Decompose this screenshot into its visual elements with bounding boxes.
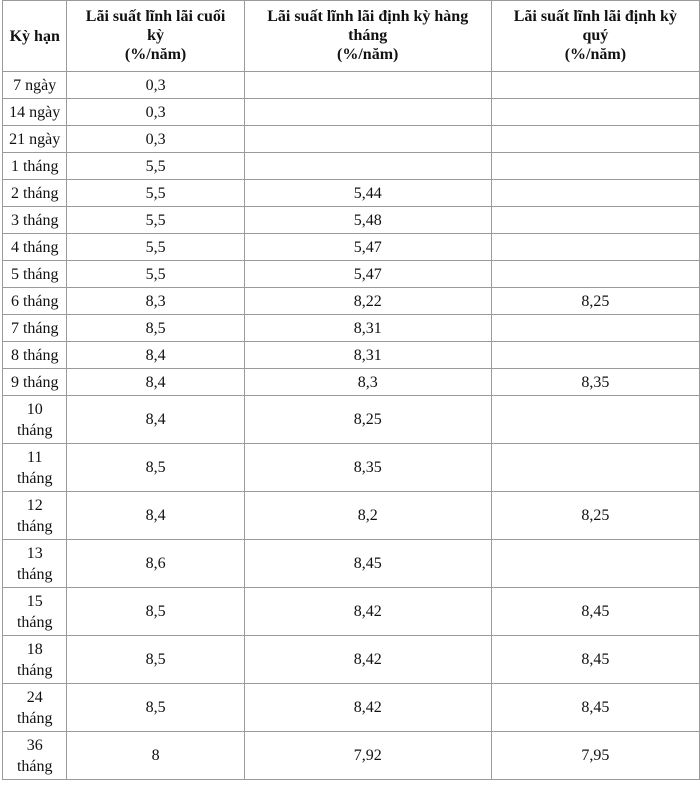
cell-quarterly-rate — [491, 72, 699, 99]
header-term-line: Kỳ hạn — [9, 27, 60, 45]
cell-end-of-term-rate: 8,4 — [67, 396, 244, 444]
cell-term-line: tháng — [16, 565, 53, 583]
cell-monthly-rate — [244, 72, 491, 99]
cell-term — [3, 72, 67, 99]
cell-term-line: 4 tháng — [10, 238, 59, 256]
cell-term-line: 21 ngày — [9, 130, 61, 148]
table-row — [3, 153, 700, 180]
header-end-line-3: (%/năm) — [124, 46, 187, 63]
cell-quarterly-rate: 8,45 — [491, 588, 699, 636]
cell-monthly-rate: 8,22 — [244, 288, 491, 315]
table-row — [3, 315, 700, 342]
cell-quarterly-rate: 8,45 — [491, 684, 699, 732]
table-row — [3, 234, 700, 261]
cell-end-of-term-rate: 8 — [67, 732, 244, 780]
table-row — [3, 72, 700, 99]
cell-quarterly-rate — [491, 342, 699, 369]
cell-term-line: 36 — [26, 736, 43, 754]
cell-quarterly-rate: 8,45 — [491, 636, 699, 684]
cell-monthly-rate: 8,3 — [244, 369, 491, 396]
cell-term-line: tháng — [16, 469, 53, 487]
cell-quarterly-rate — [491, 207, 699, 234]
cell-quarterly-rate — [491, 153, 699, 180]
cell-end-of-term-rate: 8,5 — [67, 444, 244, 492]
cell-end-of-term-rate: 8,4 — [67, 492, 244, 540]
cell-term — [3, 369, 67, 396]
cell-term-line: 5 tháng — [10, 265, 59, 283]
cell-monthly-rate: 8,42 — [244, 588, 491, 636]
cell-term-line: 1 tháng — [10, 157, 59, 175]
cell-term — [3, 288, 67, 315]
cell-term-line: 11 — [27, 448, 43, 466]
cell-quarterly-rate — [491, 261, 699, 288]
cell-monthly-rate: 8,31 — [244, 315, 491, 342]
cell-term — [3, 342, 67, 369]
cell-quarterly-rate — [491, 444, 699, 492]
interest-rate-table-wrapper — [2, 0, 700, 780]
header-quarterly-rate — [491, 1, 699, 72]
cell-quarterly-rate — [491, 315, 699, 342]
cell-end-of-term-rate: 8,5 — [67, 588, 244, 636]
interest-rate-table — [2, 0, 700, 780]
cell-term — [3, 732, 67, 780]
cell-monthly-rate: 5,48 — [244, 207, 491, 234]
header-end-line-2: kỳ — [147, 27, 165, 44]
cell-quarterly-rate: 8,35 — [491, 369, 699, 396]
cell-term-line: 7 tháng — [10, 319, 59, 337]
cell-monthly-rate — [244, 99, 491, 126]
cell-term-line: 7 ngày — [13, 76, 57, 94]
cell-monthly-rate: 8,35 — [244, 444, 491, 492]
header-monthly-line-3: (%/năm) — [337, 46, 399, 63]
cell-end-of-term-rate: 0,3 — [67, 99, 244, 126]
table-row — [3, 99, 700, 126]
table-row — [3, 396, 700, 444]
cell-term-line: 10 — [26, 400, 43, 418]
table-row — [3, 444, 700, 492]
cell-quarterly-rate: 8,25 — [491, 288, 699, 315]
cell-term-line: 14 ngày — [9, 103, 61, 121]
cell-monthly-rate: 5,44 — [244, 180, 491, 207]
cell-term — [3, 492, 67, 540]
cell-end-of-term-rate: 5,5 — [67, 153, 244, 180]
header-monthly-rate — [244, 1, 491, 72]
cell-end-of-term-rate: 8,5 — [67, 684, 244, 732]
table-row — [3, 126, 700, 153]
header-end-line-1: Lãi suất lĩnh lãi cuối — [85, 8, 226, 25]
cell-monthly-rate — [244, 126, 491, 153]
cell-term-line: 8 tháng — [10, 346, 59, 364]
table-row — [3, 732, 700, 780]
table-row — [3, 369, 700, 396]
header-monthly-line-2: tháng — [348, 27, 388, 44]
cell-monthly-rate — [244, 153, 491, 180]
cell-term — [3, 540, 67, 588]
header-term — [3, 1, 67, 72]
table-row — [3, 540, 700, 588]
cell-term-line: tháng — [16, 661, 53, 679]
cell-term-line: 9 tháng — [10, 373, 59, 391]
cell-term — [3, 261, 67, 288]
cell-term — [3, 444, 67, 492]
cell-monthly-rate: 8,31 — [244, 342, 491, 369]
cell-term-line: 3 tháng — [10, 211, 59, 229]
table-row — [3, 492, 700, 540]
cell-quarterly-rate: 8,25 — [491, 492, 699, 540]
cell-monthly-rate: 8,2 — [244, 492, 491, 540]
cell-term-line: tháng — [16, 613, 53, 631]
cell-end-of-term-rate: 8,5 — [67, 315, 244, 342]
table-row — [3, 636, 700, 684]
table-body — [3, 72, 700, 780]
cell-term-line: 12 — [26, 496, 43, 514]
table-row — [3, 684, 700, 732]
header-quarterly-line-1: Lãi suất lĩnh lãi định kỳ — [513, 8, 677, 25]
cell-term — [3, 99, 67, 126]
cell-end-of-term-rate: 8,3 — [67, 288, 244, 315]
cell-monthly-rate: 8,45 — [244, 540, 491, 588]
cell-monthly-rate: 8,25 — [244, 396, 491, 444]
cell-term-line: 18 — [26, 640, 43, 658]
cell-quarterly-rate — [491, 234, 699, 261]
table-row — [3, 207, 700, 234]
cell-term — [3, 636, 67, 684]
cell-quarterly-rate: 7,95 — [491, 732, 699, 780]
cell-term-line: tháng — [16, 421, 53, 439]
cell-term-line: 24 — [26, 688, 43, 706]
cell-monthly-rate: 5,47 — [244, 261, 491, 288]
cell-end-of-term-rate: 5,5 — [67, 234, 244, 261]
table-row — [3, 261, 700, 288]
cell-term — [3, 684, 67, 732]
cell-end-of-term-rate: 8,5 — [67, 636, 244, 684]
cell-quarterly-rate — [491, 540, 699, 588]
cell-quarterly-rate — [491, 99, 699, 126]
cell-monthly-rate: 7,92 — [244, 732, 491, 780]
cell-end-of-term-rate: 8,4 — [67, 342, 244, 369]
cell-end-of-term-rate: 5,5 — [67, 261, 244, 288]
table-row — [3, 588, 700, 636]
cell-term — [3, 396, 67, 444]
cell-term — [3, 180, 67, 207]
cell-end-of-term-rate: 5,5 — [67, 207, 244, 234]
cell-monthly-rate: 8,42 — [244, 684, 491, 732]
table-row — [3, 288, 700, 315]
cell-end-of-term-rate: 8,4 — [67, 369, 244, 396]
cell-end-of-term-rate: 0,3 — [67, 126, 244, 153]
cell-quarterly-rate — [491, 126, 699, 153]
cell-term-line: 15 — [26, 592, 43, 610]
header-quarterly-line-3: (%/năm) — [564, 46, 627, 63]
header-monthly-line-1: Lãi suất lĩnh lãi định kỳ hàng — [267, 8, 469, 25]
cell-term — [3, 126, 67, 153]
cell-term-line: tháng — [16, 517, 53, 535]
cell-quarterly-rate — [491, 180, 699, 207]
cell-term — [3, 207, 67, 234]
cell-term — [3, 315, 67, 342]
cell-monthly-rate: 5,47 — [244, 234, 491, 261]
cell-term — [3, 153, 67, 180]
cell-term — [3, 234, 67, 261]
cell-end-of-term-rate: 0,3 — [67, 72, 244, 99]
cell-monthly-rate: 8,42 — [244, 636, 491, 684]
cell-term-line: 6 tháng — [10, 292, 59, 310]
cell-term-line: 2 tháng — [10, 184, 59, 202]
cell-term-line: 13 — [26, 544, 43, 562]
cell-term — [3, 588, 67, 636]
cell-quarterly-rate — [491, 396, 699, 444]
cell-term-line: tháng — [16, 757, 53, 775]
cell-term-line: tháng — [16, 709, 53, 727]
cell-end-of-term-rate: 8,6 — [67, 540, 244, 588]
table-header-row — [3, 1, 700, 72]
header-quarterly-line-2: quý — [582, 27, 609, 44]
table-row — [3, 180, 700, 207]
header-end-of-term-rate — [67, 1, 244, 72]
table-row — [3, 342, 700, 369]
cell-end-of-term-rate: 5,5 — [67, 180, 244, 207]
